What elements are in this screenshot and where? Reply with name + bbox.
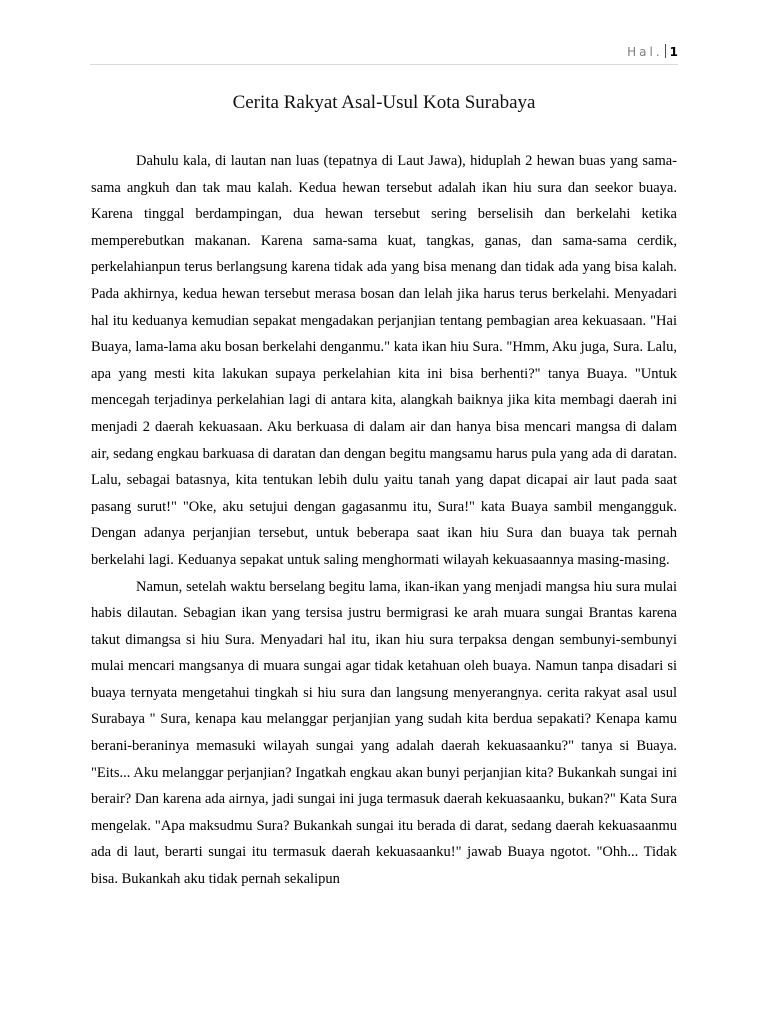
document-title: Cerita Rakyat Asal-Usul Kota Surabaya <box>232 92 536 113</box>
page-label: Hal. <box>627 45 663 59</box>
page-number: 1 <box>669 45 678 59</box>
paragraph-1: Dahulu kala, di lautan nan luas (tepatnya di Laut Jawa), hiduplah 2 hewan buas yang sama-sama angkuh dan tak mau kalah. Kedua hewan tersebut adalah ikan hiu sura dan seekor buaya. Karena tinggal berdampingan, dua hewan tersebut sering berselisih dan berkelahi ketika memperebutkan makanan. Karena sama-sama kuat, tangkas, ganas, dan sama-sama cerdik, perkelahianpun terus berlangsung karena tidak ada yang bisa menang dan tidak ada yang bisa kalah. Pada akhirnya, kedua hewan tersebut merasa bosan dan lelah jika harus terus berkelahi. Menyadari hal itu keduanya kemudian sepakat mengadakan perjanjian tentang pembagian area kekuasaan. "Hai Buaya, lama-lama aku bosan berkelahi denganmu." kata ikan hiu Sura. "Hmm, Aku juga, Sura. Lalu, apa yang mesti kita lakukan supaya perkelahian kita ini bisa berhenti?" tanya Buaya. "Untuk mencegah terjadinya perkelahian lagi di antara kita, alangkah baiknya jika kita membagi daerah ini menjadi 2 daerah kekuasaan. Aku berkuasa di dalam air dan hanya bisa mencari mangsa di dalam air, sedang engkau barkuasa di daratan dan dengan begitu mangsamu harus pula yang ada di daratan. Lalu, sebagai batasnya, kita tentukan lebih dulu yaitu tanah yang dapat dicapai air laut pada saat pasang surut!" "Oke, aku setujui dengan gagasanmu itu, Sura!" kata Buaya sambil mengangguk. Dengan adanya perjanjian tersebut, untuk beberapa saat ikan hiu Sura dan buaya tak pernah berkelahi lagi. Keduanya sepakat untuk saling menghormati wilayah kekuasaannya masing-masing. <box>91 153 677 568</box>
page-header <box>90 44 678 64</box>
header-separator <box>665 44 666 58</box>
document-body <box>91 148 677 893</box>
header-divider <box>90 64 678 65</box>
paragraph-2: Namun, setelah waktu berselang begitu lama, ikan-ikan yang menjadi mangsa hiu sura mulai habis dilautan. Sebagian ikan yang tersisa justru bermigrasi ke arah muara sungai Brantas karena takut dimangsa si hiu Sura. Menyadari hal itu, ikan hiu sura terpaksa dengan sembunyi-sembunyi mulai mencari mangsanya di muara sungai agar tidak ketahuan oleh buaya. Namun tanpa disadari si buaya ternyata mengetahui tingkah si hiu sura dan langsung menyerangnya. cerita rakyat asal usul Surabaya " Sura, kenapa kau melanggar perjanjian yang sudah kita berdua sepakati? Kenapa kamu berani-beraninya memasuki wilayah sungai yang adalah daerah kekuasaanku?" tanya si Buaya. "Eits... Aku melanggar perjanjian? Ingatkah engkau akan bunyi perjanjian kita? Bukankah sungai ini berair? Dan karena ada airnya, jadi sungai ini juga termasuk daerah kekuasaanku, bukan?" Kata Sura mengelak. "Apa maksudmu Sura? Bukankah sungai itu berada di darat, sedang daerah kekuasaanmu ada di laut, berarti sungai itu termasuk daerah kekuasaanku!" jawab Buaya ngotot. "Ohh... Tidak bisa. Bukankah aku tidak pernah sekalipun <box>91 578 677 888</box>
